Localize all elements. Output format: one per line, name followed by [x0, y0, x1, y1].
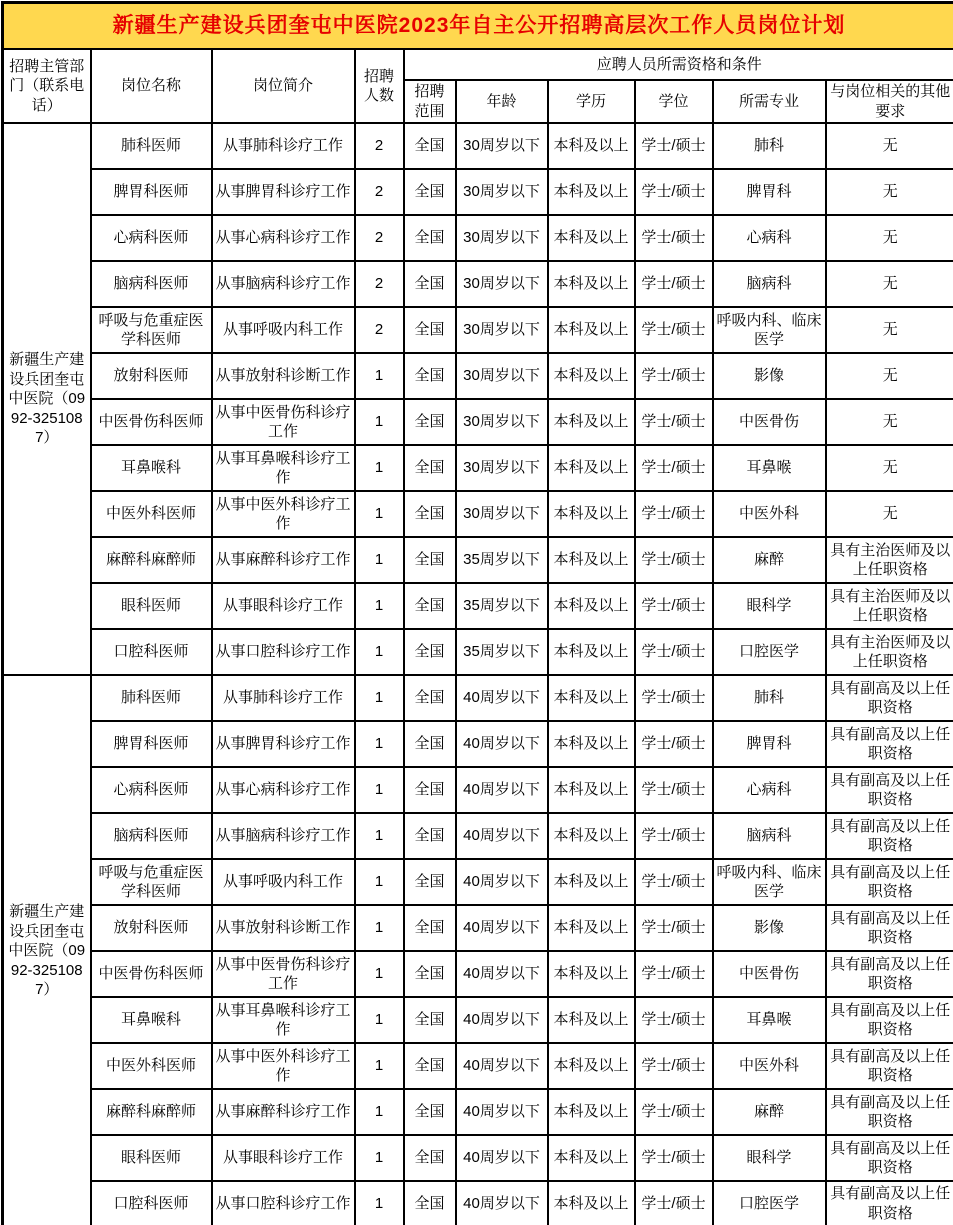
cell-post-name: 脑病科医师	[91, 261, 212, 307]
cell-major: 麻醉	[713, 537, 826, 583]
cell-post-name: 麻醉科麻醉师	[91, 537, 212, 583]
cell-post-name: 中医外科医师	[91, 1043, 212, 1089]
cell-major: 脑病科	[713, 261, 826, 307]
table-row	[3, 215, 953, 261]
cell-other-requirements: 无	[826, 169, 953, 215]
cell-degree: 学士/硕士	[635, 261, 713, 307]
cell-post-name: 中医骨伤科医师	[91, 951, 212, 997]
cell-post-desc: 从事呼吸内科工作	[212, 307, 355, 353]
cell-other-requirements: 具有副高及以上任职资格	[826, 813, 953, 859]
cell-headcount: 1	[355, 767, 404, 813]
cell-age: 30周岁以下	[456, 445, 548, 491]
cell-post-name: 心病科医师	[91, 215, 212, 261]
cell-headcount: 1	[355, 721, 404, 767]
table-row	[3, 353, 953, 399]
cell-scope: 全国	[404, 1043, 456, 1089]
cell-degree: 学士/硕士	[635, 445, 713, 491]
cell-post-desc: 从事麻醉科诊疗工作	[212, 1089, 355, 1135]
cell-headcount: 1	[355, 583, 404, 629]
cell-degree: 学士/硕士	[635, 675, 713, 721]
cell-degree: 学士/硕士	[635, 629, 713, 675]
cell-degree: 学士/硕士	[635, 1089, 713, 1135]
cell-age: 30周岁以下	[456, 261, 548, 307]
cell-major: 呼吸内科、临床医学	[713, 307, 826, 353]
cell-age: 40周岁以下	[456, 721, 548, 767]
cell-degree: 学士/硕士	[635, 307, 713, 353]
table-row	[3, 1089, 953, 1135]
cell-post-name: 麻醉科麻醉师	[91, 1089, 212, 1135]
table-row	[3, 1135, 953, 1181]
cell-post-name: 中医外科医师	[91, 491, 212, 537]
cell-degree: 学士/硕士	[635, 997, 713, 1043]
cell-post-name: 脾胃科医师	[91, 169, 212, 215]
cell-post-desc: 从事耳鼻喉科诊疗工作	[212, 997, 355, 1043]
table-row	[3, 123, 953, 169]
cell-education: 本科及以上	[548, 1181, 635, 1225]
cell-age: 40周岁以下	[456, 767, 548, 813]
cell-post-desc: 从事脾胃科诊疗工作	[212, 721, 355, 767]
cell-age: 30周岁以下	[456, 399, 548, 445]
cell-major: 口腔医学	[713, 629, 826, 675]
table-row	[3, 905, 953, 951]
cell-age: 35周岁以下	[456, 583, 548, 629]
cell-major: 耳鼻喉	[713, 445, 826, 491]
cell-scope: 全国	[404, 1181, 456, 1225]
cell-scope: 全国	[404, 583, 456, 629]
cell-headcount: 1	[355, 399, 404, 445]
cell-scope: 全国	[404, 307, 456, 353]
table-row	[3, 767, 953, 813]
cell-other-requirements: 具有主治医师及以上任职资格	[826, 629, 953, 675]
cell-scope: 全国	[404, 813, 456, 859]
cell-age: 30周岁以下	[456, 123, 548, 169]
cell-scope: 全国	[404, 399, 456, 445]
cell-post-desc: 从事脑病科诊疗工作	[212, 261, 355, 307]
cell-headcount: 1	[355, 537, 404, 583]
table-row	[3, 859, 953, 905]
cell-post-desc: 从事呼吸内科工作	[212, 859, 355, 905]
cell-post-name: 呼吸与危重症医学科医师	[91, 859, 212, 905]
cell-scope: 全国	[404, 675, 456, 721]
cell-degree: 学士/硕士	[635, 537, 713, 583]
cell-post-name: 脾胃科医师	[91, 721, 212, 767]
cell-post-desc: 从事心病科诊疗工作	[212, 215, 355, 261]
job-plan-table	[1, 1, 953, 1225]
cell-other-requirements: 具有主治医师及以上任职资格	[826, 537, 953, 583]
cell-post-name: 心病科医师	[91, 767, 212, 813]
cell-education: 本科及以上	[548, 767, 635, 813]
cell-age: 40周岁以下	[456, 1135, 548, 1181]
cell-headcount: 1	[355, 1135, 404, 1181]
cell-post-desc: 从事耳鼻喉科诊疗工作	[212, 445, 355, 491]
cell-age: 30周岁以下	[456, 169, 548, 215]
cell-scope: 全国	[404, 261, 456, 307]
cell-other-requirements: 具有副高及以上任职资格	[826, 721, 953, 767]
cell-post-desc: 从事麻醉科诊疗工作	[212, 537, 355, 583]
cell-post-desc: 从事放射科诊断工作	[212, 353, 355, 399]
table-row	[3, 169, 953, 215]
cell-post-desc: 从事眼科诊疗工作	[212, 583, 355, 629]
cell-age: 40周岁以下	[456, 951, 548, 997]
cell-scope: 全国	[404, 215, 456, 261]
cell-headcount: 2	[355, 307, 404, 353]
cell-headcount: 2	[355, 123, 404, 169]
cell-other-requirements: 具有副高及以上任职资格	[826, 1181, 953, 1225]
cell-scope: 全国	[404, 767, 456, 813]
cell-major: 口腔医学	[713, 1181, 826, 1225]
cell-degree: 学士/硕士	[635, 905, 713, 951]
cell-other-requirements: 具有副高及以上任职资格	[826, 951, 953, 997]
cell-scope: 全国	[404, 721, 456, 767]
cell-post-desc: 从事中医骨伤科诊疗工作	[212, 951, 355, 997]
cell-major: 耳鼻喉	[713, 997, 826, 1043]
cell-scope: 全国	[404, 353, 456, 399]
cell-major: 心病科	[713, 767, 826, 813]
cell-age: 35周岁以下	[456, 537, 548, 583]
cell-education: 本科及以上	[548, 951, 635, 997]
cell-major: 影像	[713, 353, 826, 399]
cell-scope: 全国	[404, 951, 456, 997]
cell-other-requirements: 具有副高及以上任职资格	[826, 1043, 953, 1089]
cell-education: 本科及以上	[548, 629, 635, 675]
cell-post-name: 眼科医师	[91, 583, 212, 629]
table-row	[3, 583, 953, 629]
table-row	[3, 997, 953, 1043]
cell-major: 脑病科	[713, 813, 826, 859]
cell-other-requirements: 具有副高及以上任职资格	[826, 859, 953, 905]
cell-headcount: 1	[355, 1043, 404, 1089]
col-header-qualifications: 应聘人员所需资格和条件	[404, 49, 953, 80]
cell-major: 呼吸内科、临床医学	[713, 859, 826, 905]
cell-major: 脾胃科	[713, 721, 826, 767]
table-row	[3, 675, 953, 721]
cell-headcount: 2	[355, 261, 404, 307]
cell-education: 本科及以上	[548, 215, 635, 261]
table-row	[3, 629, 953, 675]
cell-other-requirements: 具有副高及以上任职资格	[826, 1089, 953, 1135]
cell-degree: 学士/硕士	[635, 721, 713, 767]
cell-education: 本科及以上	[548, 261, 635, 307]
table-row	[3, 445, 953, 491]
cell-other-requirements: 具有主治医师及以上任职资格	[826, 583, 953, 629]
cell-major: 影像	[713, 905, 826, 951]
cell-major: 中医骨伤	[713, 399, 826, 445]
cell-post-name: 口腔科医师	[91, 1181, 212, 1225]
cell-age: 40周岁以下	[456, 859, 548, 905]
col-header-post-name: 岗位名称	[91, 49, 212, 123]
col-header-other-requirements: 与岗位相关的其他要求	[826, 80, 953, 123]
cell-post-desc: 从事中医骨伤科诊疗工作	[212, 399, 355, 445]
cell-post-name: 放射科医师	[91, 353, 212, 399]
cell-education: 本科及以上	[548, 353, 635, 399]
cell-headcount: 1	[355, 491, 404, 537]
cell-degree: 学士/硕士	[635, 813, 713, 859]
cell-education: 本科及以上	[548, 307, 635, 353]
cell-age: 40周岁以下	[456, 1181, 548, 1225]
cell-other-requirements: 无	[826, 445, 953, 491]
cell-headcount: 2	[355, 169, 404, 215]
cell-major: 肺科	[713, 675, 826, 721]
cell-scope: 全国	[404, 169, 456, 215]
cell-scope: 全国	[404, 629, 456, 675]
cell-degree: 学士/硕士	[635, 859, 713, 905]
cell-headcount: 1	[355, 859, 404, 905]
cell-post-name: 放射科医师	[91, 905, 212, 951]
cell-education: 本科及以上	[548, 583, 635, 629]
cell-department: 新疆生产建设兵团奎屯中医院（0992-3251087）	[3, 675, 91, 1225]
cell-major: 心病科	[713, 215, 826, 261]
cell-scope: 全国	[404, 1089, 456, 1135]
cell-age: 40周岁以下	[456, 675, 548, 721]
cell-major: 中医外科	[713, 491, 826, 537]
page-title: 新疆生产建设兵团奎屯中医院2023年自主公开招聘高层次工作人员岗位计划	[3, 3, 953, 50]
cell-other-requirements: 无	[826, 307, 953, 353]
col-header-post-desc: 岗位简介	[212, 49, 355, 123]
cell-age: 40周岁以下	[456, 997, 548, 1043]
cell-headcount: 1	[355, 951, 404, 997]
cell-scope: 全国	[404, 905, 456, 951]
cell-scope: 全国	[404, 1135, 456, 1181]
cell-age: 40周岁以下	[456, 905, 548, 951]
cell-other-requirements: 具有副高及以上任职资格	[826, 905, 953, 951]
cell-degree: 学士/硕士	[635, 1135, 713, 1181]
cell-degree: 学士/硕士	[635, 1043, 713, 1089]
cell-degree: 学士/硕士	[635, 123, 713, 169]
cell-post-desc: 从事肺科诊疗工作	[212, 123, 355, 169]
table-row	[3, 537, 953, 583]
table-row	[3, 491, 953, 537]
cell-scope: 全国	[404, 491, 456, 537]
table-row	[3, 1043, 953, 1089]
cell-major: 中医外科	[713, 1043, 826, 1089]
cell-scope: 全国	[404, 997, 456, 1043]
cell-other-requirements: 无	[826, 261, 953, 307]
cell-scope: 全国	[404, 537, 456, 583]
cell-education: 本科及以上	[548, 169, 635, 215]
cell-education: 本科及以上	[548, 1043, 635, 1089]
cell-other-requirements: 无	[826, 491, 953, 537]
cell-headcount: 1	[355, 675, 404, 721]
title-row	[3, 3, 953, 50]
cell-post-name: 肺科医师	[91, 123, 212, 169]
cell-headcount: 2	[355, 215, 404, 261]
cell-major: 麻醉	[713, 1089, 826, 1135]
cell-headcount: 1	[355, 905, 404, 951]
cell-education: 本科及以上	[548, 813, 635, 859]
col-header-degree: 学位	[635, 80, 713, 123]
cell-age: 40周岁以下	[456, 813, 548, 859]
col-header-education: 学历	[548, 80, 635, 123]
col-header-age: 年龄	[456, 80, 548, 123]
cell-age: 30周岁以下	[456, 307, 548, 353]
cell-degree: 学士/硕士	[635, 169, 713, 215]
cell-degree: 学士/硕士	[635, 399, 713, 445]
table-row	[3, 721, 953, 767]
cell-post-name: 肺科医师	[91, 675, 212, 721]
cell-education: 本科及以上	[548, 1089, 635, 1135]
cell-major: 肺科	[713, 123, 826, 169]
cell-education: 本科及以上	[548, 1135, 635, 1181]
cell-other-requirements: 无	[826, 123, 953, 169]
cell-major: 中医骨伤	[713, 951, 826, 997]
cell-other-requirements: 具有副高及以上任职资格	[826, 997, 953, 1043]
cell-degree: 学士/硕士	[635, 767, 713, 813]
table-row	[3, 1181, 953, 1225]
col-header-department: 招聘主管部门（联系电话）	[3, 49, 91, 123]
cell-post-name: 中医骨伤科医师	[91, 399, 212, 445]
cell-education: 本科及以上	[548, 445, 635, 491]
cell-post-name: 耳鼻喉科	[91, 997, 212, 1043]
table-row	[3, 307, 953, 353]
job-table-body	[3, 123, 953, 1225]
cell-education: 本科及以上	[548, 721, 635, 767]
cell-degree: 学士/硕士	[635, 491, 713, 537]
cell-post-name: 耳鼻喉科	[91, 445, 212, 491]
cell-headcount: 1	[355, 1089, 404, 1135]
col-header-major: 所需专业	[713, 80, 826, 123]
cell-major: 眼科学	[713, 1135, 826, 1181]
cell-post-name: 眼科医师	[91, 1135, 212, 1181]
cell-post-desc: 从事肺科诊疗工作	[212, 675, 355, 721]
cell-education: 本科及以上	[548, 997, 635, 1043]
cell-education: 本科及以上	[548, 675, 635, 721]
cell-headcount: 1	[355, 353, 404, 399]
cell-major: 脾胃科	[713, 169, 826, 215]
cell-other-requirements: 具有副高及以上任职资格	[826, 1135, 953, 1181]
cell-headcount: 1	[355, 997, 404, 1043]
cell-other-requirements: 无	[826, 215, 953, 261]
cell-scope: 全国	[404, 445, 456, 491]
cell-age: 30周岁以下	[456, 491, 548, 537]
cell-post-name: 口腔科医师	[91, 629, 212, 675]
header-row-1	[3, 49, 953, 80]
cell-other-requirements: 具有副高及以上任职资格	[826, 767, 953, 813]
cell-degree: 学士/硕士	[635, 1181, 713, 1225]
table-row	[3, 813, 953, 859]
cell-education: 本科及以上	[548, 859, 635, 905]
cell-department: 新疆生产建设兵团奎屯中医院（0992-3251087）	[3, 123, 91, 675]
cell-other-requirements: 无	[826, 399, 953, 445]
cell-post-name: 呼吸与危重症医学科医师	[91, 307, 212, 353]
cell-age: 30周岁以下	[456, 353, 548, 399]
cell-other-requirements: 具有副高及以上任职资格	[826, 675, 953, 721]
cell-headcount: 1	[355, 813, 404, 859]
cell-scope: 全国	[404, 859, 456, 905]
cell-headcount: 1	[355, 629, 404, 675]
cell-post-desc: 从事中医外科诊疗工作	[212, 491, 355, 537]
cell-post-desc: 从事放射科诊断工作	[212, 905, 355, 951]
cell-post-desc: 从事口腔科诊疗工作	[212, 1181, 355, 1225]
table-row	[3, 399, 953, 445]
cell-headcount: 1	[355, 1181, 404, 1225]
cell-education: 本科及以上	[548, 537, 635, 583]
cell-post-name: 脑病科医师	[91, 813, 212, 859]
cell-age: 35周岁以下	[456, 629, 548, 675]
cell-education: 本科及以上	[548, 905, 635, 951]
cell-headcount: 1	[355, 445, 404, 491]
cell-age: 30周岁以下	[456, 215, 548, 261]
cell-post-desc: 从事中医外科诊疗工作	[212, 1043, 355, 1089]
cell-other-requirements: 无	[826, 353, 953, 399]
cell-post-desc: 从事眼科诊疗工作	[212, 1135, 355, 1181]
cell-post-desc: 从事心病科诊疗工作	[212, 767, 355, 813]
cell-post-desc: 从事脾胃科诊疗工作	[212, 169, 355, 215]
cell-age: 40周岁以下	[456, 1043, 548, 1089]
cell-degree: 学士/硕士	[635, 353, 713, 399]
col-header-headcount: 招聘人数	[355, 49, 404, 123]
cell-post-desc: 从事脑病科诊疗工作	[212, 813, 355, 859]
col-header-scope: 招聘范围	[404, 80, 456, 123]
cell-education: 本科及以上	[548, 123, 635, 169]
cell-major: 眼科学	[713, 583, 826, 629]
cell-degree: 学士/硕士	[635, 583, 713, 629]
cell-education: 本科及以上	[548, 491, 635, 537]
cell-degree: 学士/硕士	[635, 951, 713, 997]
table-row	[3, 261, 953, 307]
table-row	[3, 951, 953, 997]
cell-age: 40周岁以下	[456, 1089, 548, 1135]
cell-education: 本科及以上	[548, 399, 635, 445]
cell-scope: 全国	[404, 123, 456, 169]
cell-degree: 学士/硕士	[635, 215, 713, 261]
cell-post-desc: 从事口腔科诊疗工作	[212, 629, 355, 675]
